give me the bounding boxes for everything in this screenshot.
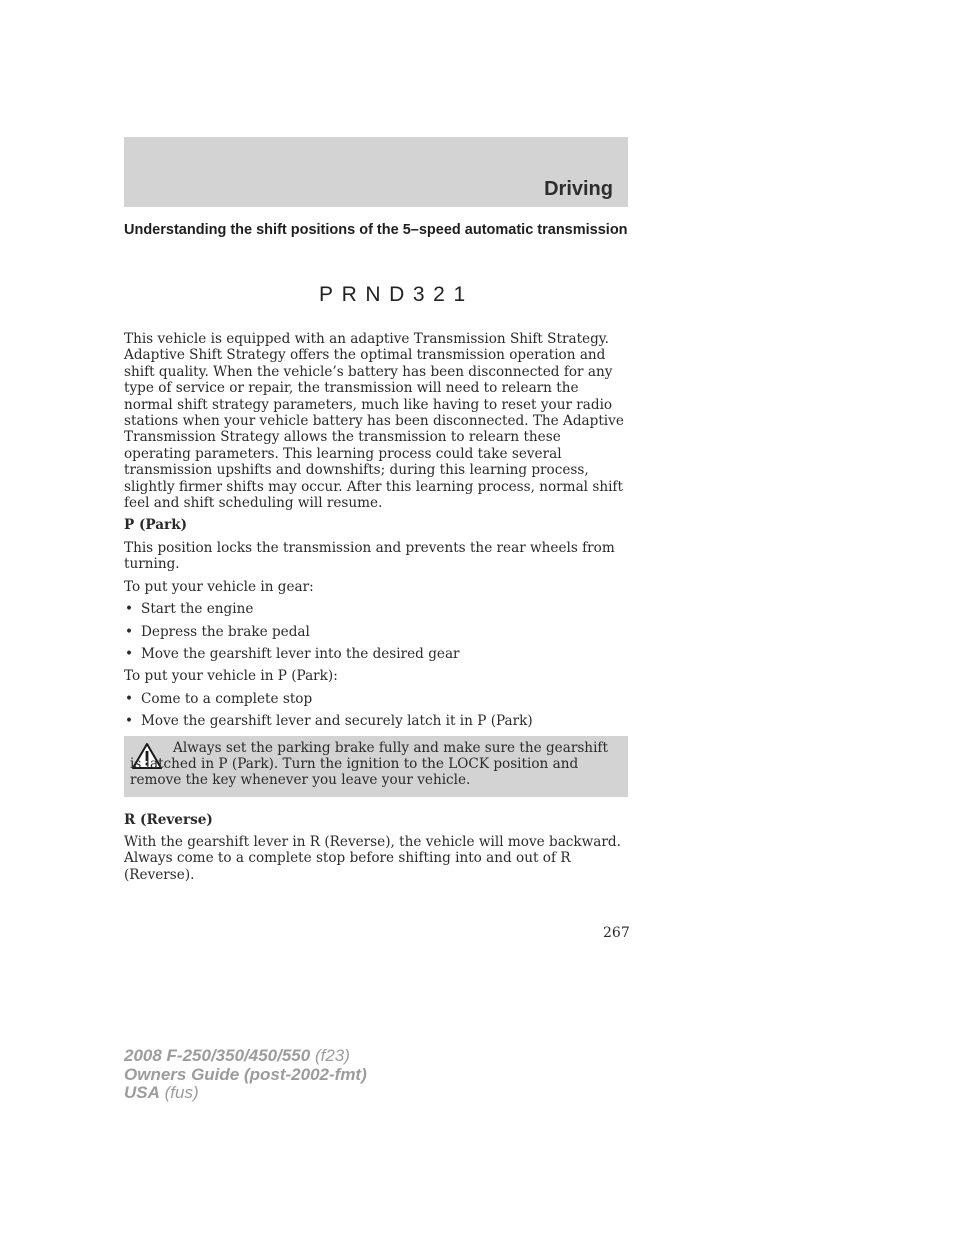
park-description: This position locks the transmission and prevents the rear wheels from turning. bbox=[124, 539, 615, 573]
intro-paragraph: This vehicle is equipped with an adaptive Transmission Shift Strategy. Adaptive Shift Strategy offers the optimal transmission operation and shift quality. When the vehicle’s battery has been disconnected for any type of service or repair, the transmission will need to relearn the normal shift strategy parameters, much like having to reset your radio stations when your vehicle battery has been disconnected. The Adaptive Transmission Strategy allows the transmission to relearn these operating parameters. This learning process could take several transmission upshifts and downshifts; during this learning process, slightly firmer shifts may occur. After this learning process, normal shift feel and shift scheduling will resume. bbox=[124, 331, 624, 512]
bullet-icon: • bbox=[125, 645, 134, 662]
section-title: Driving bbox=[544, 178, 613, 200]
footer-line-market: USA (fus) bbox=[124, 1083, 199, 1102]
bullet-icon: • bbox=[125, 623, 134, 640]
bullet-icon: • bbox=[125, 601, 134, 618]
park-intro: To put your vehicle in P (Park): bbox=[124, 668, 338, 685]
subheading: Understanding the shift positions of the 5–speed automatic transmission bbox=[124, 222, 628, 238]
main-content bbox=[124, 331, 630, 883]
gear-steps-list bbox=[124, 601, 630, 662]
section-header-band bbox=[124, 137, 628, 207]
warning-text: Always set the parking brake fully and make sure the gearshift is latched in P (Park). Turn the ignition to the LOCK position and remove the key whenever you leave your vehicle. bbox=[130, 739, 608, 789]
footer-line-model: 2008 F-250/350/450/550 (f23) bbox=[124, 1046, 350, 1065]
list-item: • Come to a complete stop bbox=[125, 690, 313, 707]
list-item: • Start the engine bbox=[125, 601, 254, 618]
list-item: • Move the gearshift lever into the desired gear bbox=[125, 645, 460, 662]
gear-intro: To put your vehicle in gear: bbox=[124, 578, 314, 595]
footer-line-guide: Owners Guide (post-2002-fmt) bbox=[124, 1064, 367, 1084]
reverse-heading: R (Reverse) bbox=[124, 811, 213, 828]
gear-indicator: PRND321 bbox=[319, 283, 474, 306]
bullet-icon: • bbox=[125, 713, 134, 730]
bullet-icon: • bbox=[125, 690, 134, 707]
document-footer bbox=[124, 1047, 367, 1103]
park-heading: P (Park) bbox=[124, 517, 188, 534]
warning-box bbox=[124, 736, 628, 797]
park-steps-list bbox=[124, 691, 630, 730]
list-item: • Move the gearshift lever and securely latch it in P (Park) bbox=[125, 713, 533, 730]
page-number: 267 bbox=[603, 925, 630, 941]
reverse-description: With the gearshift lever in R (Reverse), the vehicle will move backward. Always come to a complete stop before shifting into and out of R (Reverse). bbox=[124, 833, 621, 883]
list-item: • Depress the brake pedal bbox=[125, 623, 310, 640]
